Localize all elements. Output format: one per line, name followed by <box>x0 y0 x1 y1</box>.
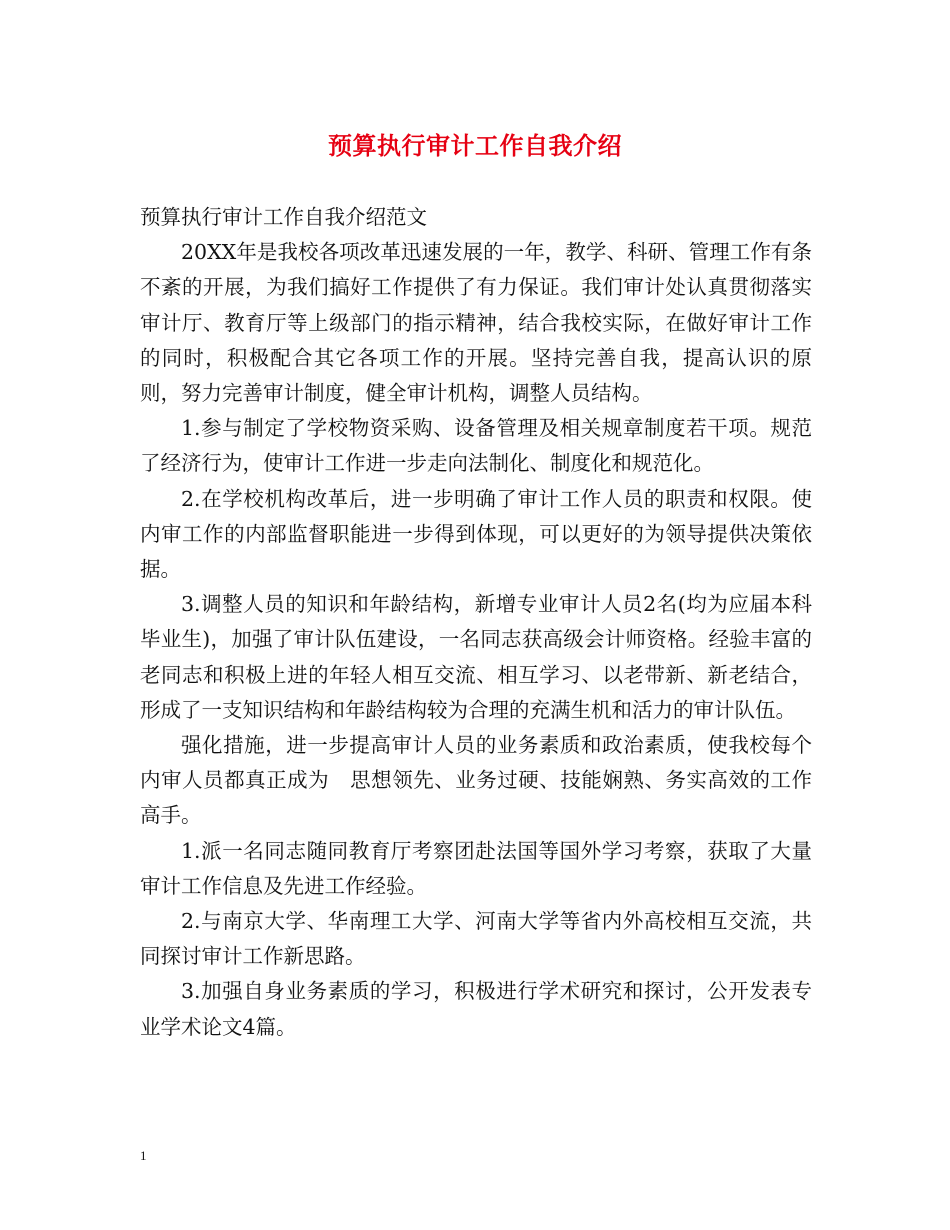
page-number: 1 <box>140 1148 147 1163</box>
body-paragraph: 强化措施，进一步提高审计人员的业务素质和政治素质，使我校每个内审人员都真正成为 思想领先、业务过硬、技能娴熟、务实高效的工作高手。 <box>140 733 812 828</box>
body-paragraph: 1.派一名同志随同教育厅考察团赴法国等国外学习考察，获取了大量审计工作信息及先进工作经验。 <box>140 838 812 898</box>
body-paragraph: 20XX年是我校各项改革迅速发展的一年，教学、科研、管理工作有条不紊的开展，为我们搞好工作提供了有力保证。我们审计处认真贯彻落实审计厅、教育厅等上级部门的指示精神，结合我校实际，在做好审计工作的同时，积极配合其它各项工作的开展。坚持完善自我，提高认识的原则，努力完善审计制度，健全审计机构，调整人员结构。 <box>140 240 812 406</box>
body-paragraph: 3.加强自身业务素质的学习，积极进行学术研究和探讨，公开发表专业学术论文4篇。 <box>140 979 812 1039</box>
body-paragraph: 3.调整人员的知识和年龄结构，新增专业审计人员2名(均为应届本科毕业生)，加强了审计队伍建设，一名同志获高级会计师资格。经验丰富的老同志和积极上进的年轻人相互交流、相互学习、以老带新、新老结合，形成了一支知识结构和年龄结构较为合理的充满生机和活力的审计队伍。 <box>140 592 812 722</box>
body-paragraph: 2.与南京大学、华南理工大学、河南大学等省内外高校相互交流，共同探讨审计工作新思路。 <box>140 909 812 969</box>
body-paragraph: 2.在学校机构改革后，进一步明确了审计工作人员的职责和权限。使内审工作的内部监督职能进一步得到体现，可以更好的为领导提供决策依据。 <box>140 486 812 582</box>
document-body <box>140 200 812 1045</box>
subtitle-paragraph: 预算执行审计工作自我介绍范文 <box>140 205 427 229</box>
document-title: 预算执行审计工作自我介绍 <box>328 131 622 160</box>
body-paragraph: 1.参与制定了学校物资采购、设备管理及相关规章制度若干项。规范了经济行为，使审计工作进一步走向法制化、制度化和规范化。 <box>140 416 812 476</box>
